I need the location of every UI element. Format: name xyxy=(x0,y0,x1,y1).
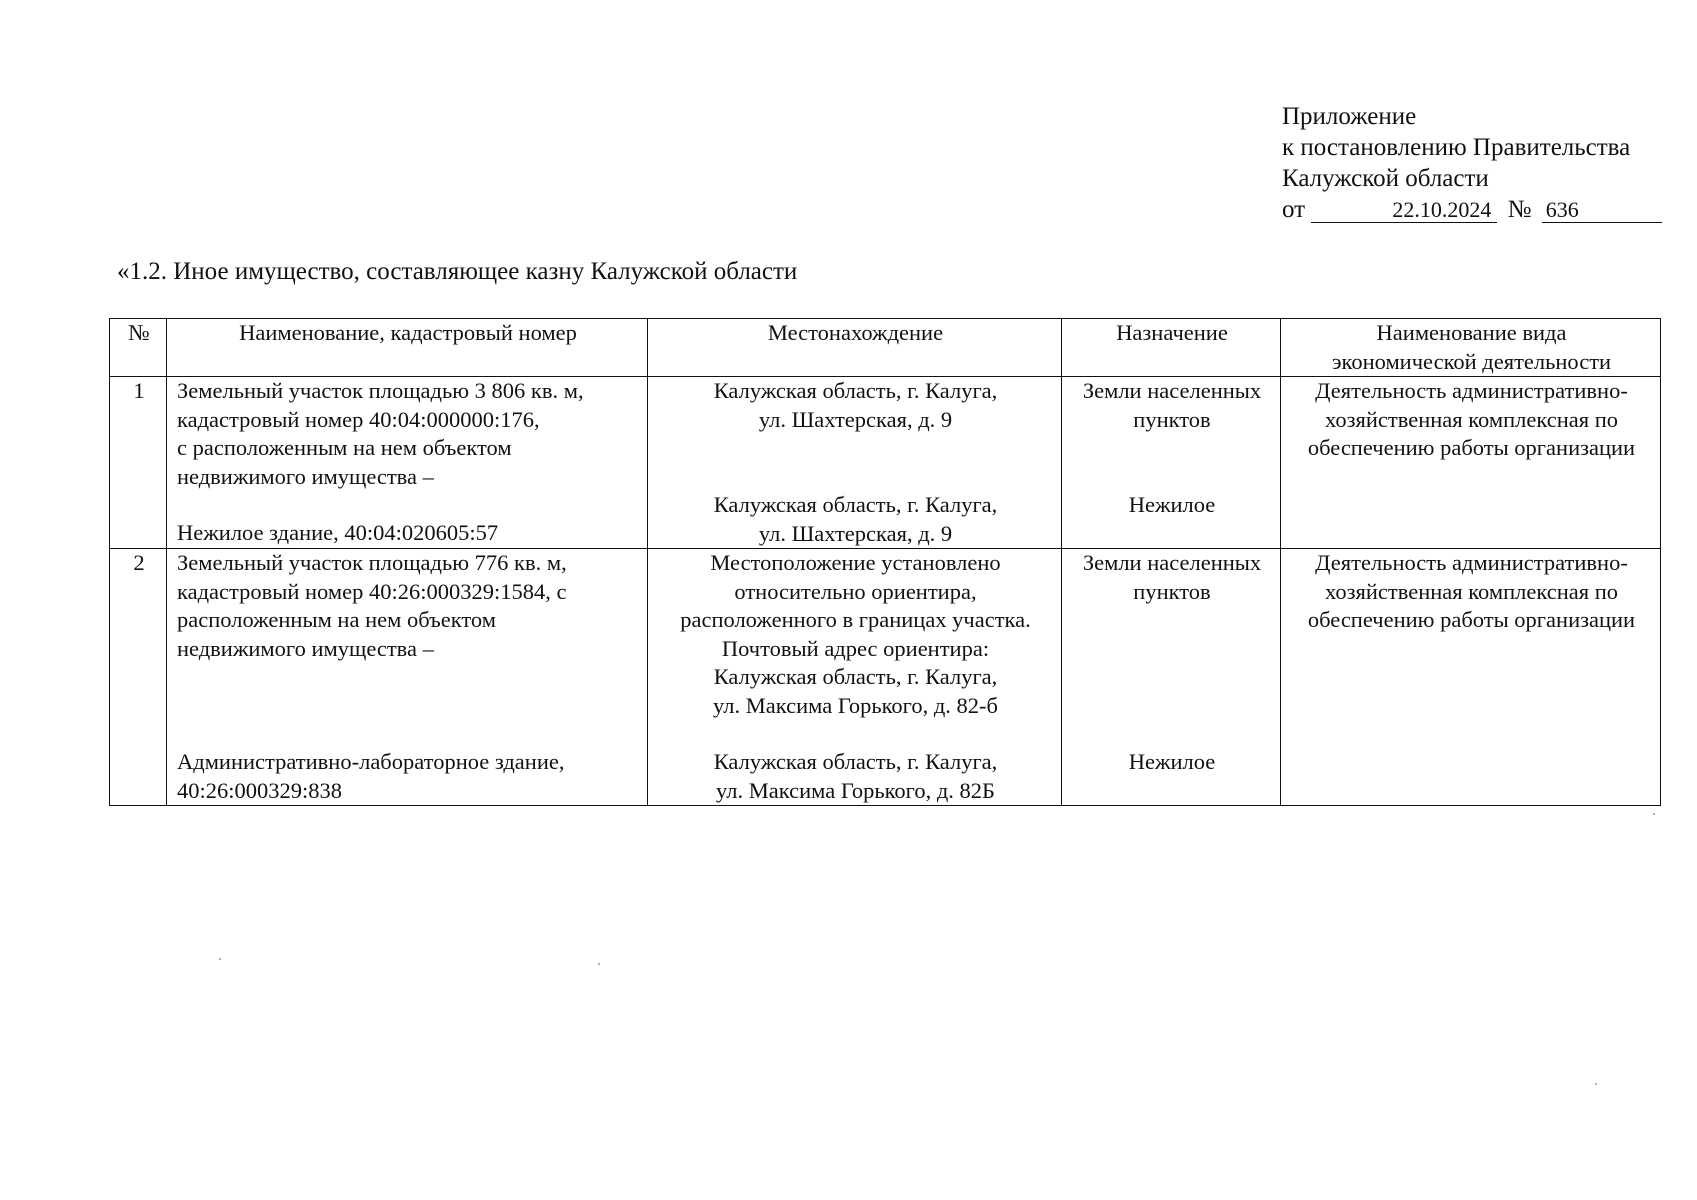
location-line: Калужская область, г. Калуга, xyxy=(713,378,998,403)
from-label: от xyxy=(1282,196,1306,223)
name-line: Земельный участок площадью 3 806 кв. м, xyxy=(177,378,584,403)
row-location-cell xyxy=(648,549,1062,806)
appendix-line-2: к постановлению Правительства xyxy=(1282,134,1631,161)
name-line: недвижимого имущества – xyxy=(177,463,434,489)
scan-speck xyxy=(219,958,221,960)
appendix-block xyxy=(1282,101,1662,225)
appendix-date-line xyxy=(1282,194,1662,225)
row-number: 2 xyxy=(110,549,167,806)
appendix-line-1: Приложение xyxy=(1282,103,1417,130)
header-num: № xyxy=(110,319,167,377)
row-purpose-cell xyxy=(1062,377,1281,549)
location-line: Почтовый адрес ориентира: xyxy=(721,635,990,661)
row-number: 1 xyxy=(110,377,167,549)
purpose-line: Нежилое xyxy=(1128,492,1216,517)
purpose-line: пунктов xyxy=(1133,578,1211,604)
row-name-cell xyxy=(167,549,648,806)
activity-line: Деятельность административно- xyxy=(1315,550,1628,575)
location-line: Местоположение установлено xyxy=(710,550,1001,575)
header-activity xyxy=(1281,319,1661,377)
location-line: ул. Шахтерская, д. 9 xyxy=(758,520,953,546)
header-activity-line: Наименование вида xyxy=(1376,320,1567,345)
activity-line: обеспечению работы организации xyxy=(1307,607,1636,632)
location-line: Калужская область, г. Калуга, xyxy=(713,492,998,517)
row-activity-cell xyxy=(1281,549,1661,806)
resolution-date: 22.10.2024 xyxy=(1311,197,1497,223)
scan-speck xyxy=(1653,813,1655,815)
activity-line: хозяйственная комплексная по xyxy=(1324,578,1619,604)
resolution-number: 636 xyxy=(1542,197,1662,223)
name-line: кадастровый номер 40:26:000329:1584, с xyxy=(177,578,567,604)
number-sign: № xyxy=(1507,196,1532,223)
purpose-line: пунктов xyxy=(1133,406,1211,432)
property-table xyxy=(109,318,1661,806)
purpose-line: Земли населенных xyxy=(1082,550,1262,575)
location-line: ул. Максима Горького, д. 82Б xyxy=(716,777,995,803)
name-line: кадастровый номер 40:04:000000:176, xyxy=(177,406,540,432)
name-line: Нежилое здание, 40:04:020605:57 xyxy=(177,520,499,545)
name-line: недвижимого имущества – xyxy=(177,635,434,661)
row-purpose-cell xyxy=(1062,549,1281,806)
header-activity-line: экономической деятельности xyxy=(1331,348,1612,374)
name-line: Административно-лабораторное здание, xyxy=(177,749,565,774)
appendix-line-3: Калужской области xyxy=(1282,165,1489,192)
table-row xyxy=(110,377,1661,549)
location-line: расположенного в границах участка. xyxy=(680,607,1031,632)
row-location-cell xyxy=(648,377,1062,549)
purpose-line: Нежилое xyxy=(1128,749,1216,774)
name-line: расположенным на нем объектом xyxy=(177,607,496,632)
location-line: Калужская область, г. Калуга, xyxy=(713,749,998,774)
location-line: ул. Шахтерская, д. 9 xyxy=(758,406,953,432)
location-line: Калужская область, г. Калуга, xyxy=(713,664,998,689)
activity-line: хозяйственная комплексная по xyxy=(1324,406,1619,432)
scan-speck xyxy=(1595,1083,1597,1085)
scan-speck xyxy=(598,963,600,965)
section-title: «1.2. Иное имущество, составляющее казну Калужской области xyxy=(117,258,798,285)
header-purpose: Назначение xyxy=(1062,319,1281,377)
name-line: 40:26:000329:838 xyxy=(177,777,343,803)
header-location: Местонахождение xyxy=(648,319,1062,377)
location-line: относительно ориентира, xyxy=(734,578,977,604)
activity-line: обеспечению работы организации xyxy=(1307,435,1636,460)
header-name: Наименование, кадастровый номер xyxy=(167,319,648,377)
activity-line: Деятельность административно- xyxy=(1315,378,1628,403)
purpose-line: Земли населенных xyxy=(1082,378,1262,403)
name-line: с расположенным на нем объектом xyxy=(177,435,512,460)
table-row xyxy=(110,549,1661,806)
row-activity-cell xyxy=(1281,377,1661,549)
table-header-row xyxy=(110,319,1661,377)
row-name-cell xyxy=(167,377,648,549)
name-line: Земельный участок площадью 776 кв. м, xyxy=(177,550,567,575)
location-line: ул. Максима Горького, д. 82-б xyxy=(713,692,998,718)
